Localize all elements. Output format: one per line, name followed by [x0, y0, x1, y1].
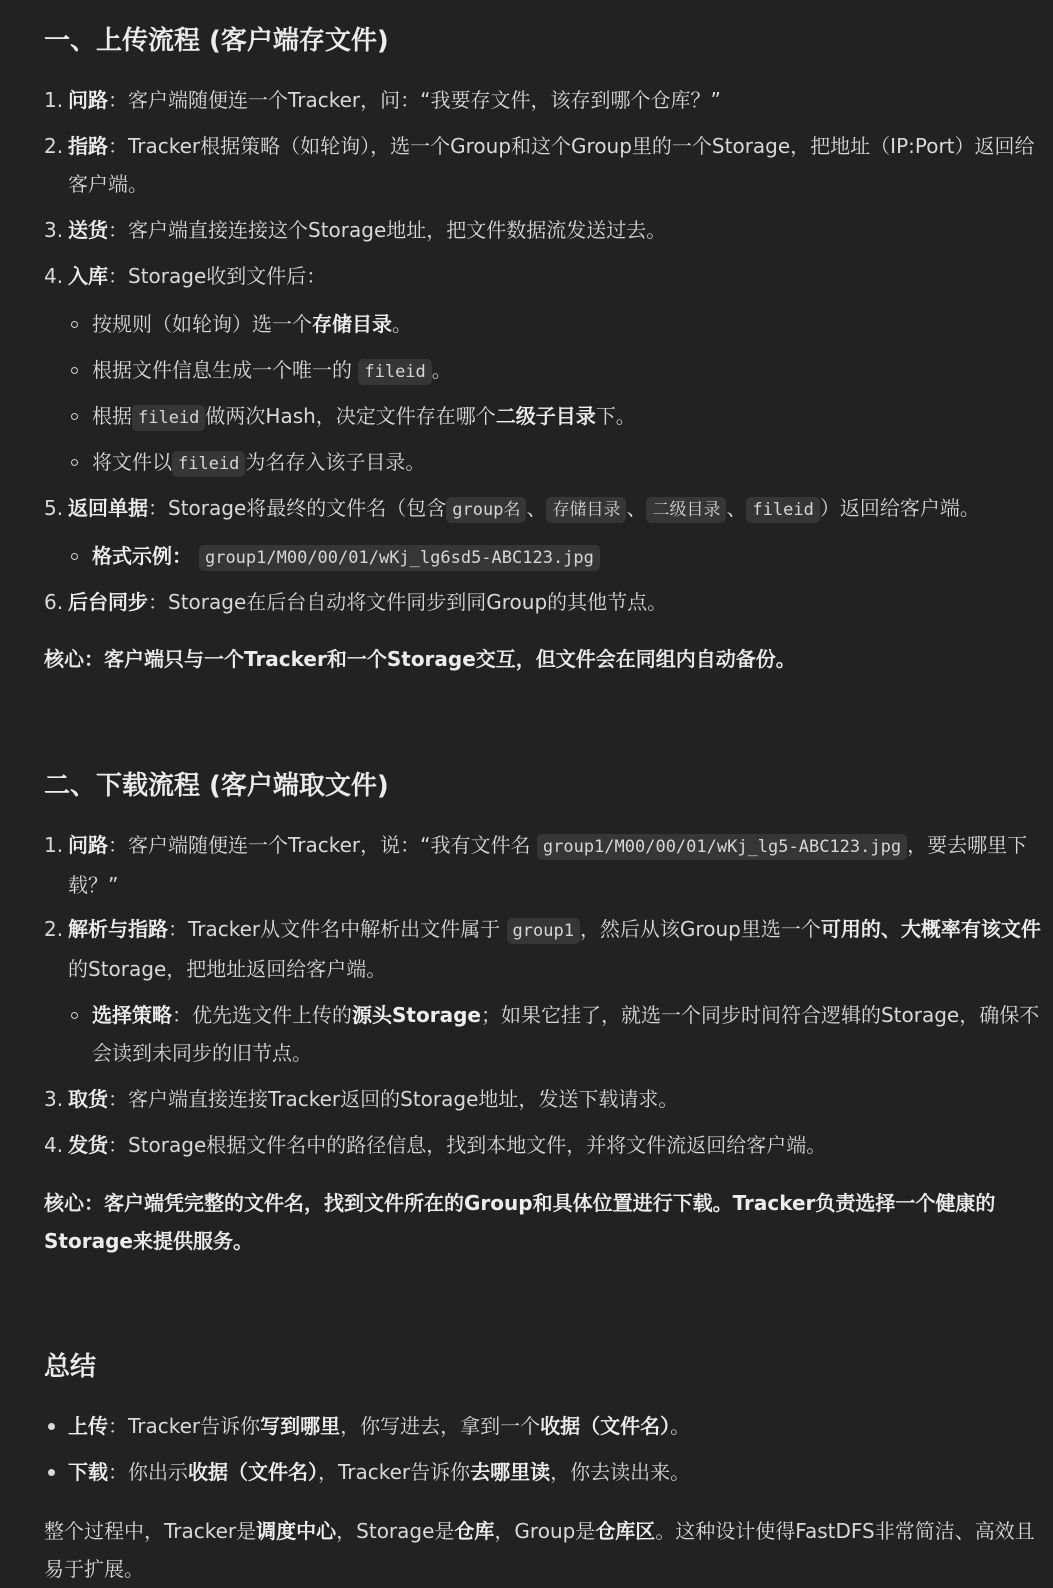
list-number: 2.	[44, 134, 64, 158]
sub-text: 根据	[92, 404, 132, 428]
list-number: 1.	[44, 88, 64, 112]
list-number: 1.	[44, 833, 64, 857]
list-number: 5.	[44, 496, 64, 520]
step-text: ，要去哪里下载？”	[68, 833, 1028, 897]
sub-text: 。	[431, 358, 452, 382]
upload-step-4-sub-3	[44, 397, 1047, 443]
sub-text: 为名存入该子目录。	[245, 450, 426, 474]
inline-code: 存储目录	[546, 497, 626, 523]
paragraph-bold: 仓库区	[595, 1519, 656, 1543]
step-title: 发货	[68, 1133, 108, 1157]
sub-bold: 存储目录	[312, 312, 392, 336]
sub-text: ：	[172, 544, 199, 568]
inline-code: group1	[507, 918, 580, 944]
download-step-2	[44, 910, 1047, 996]
inline-code: fileid	[172, 451, 245, 477]
inline-code: group名	[446, 497, 526, 523]
summary-bold: 上传	[68, 1414, 108, 1438]
step-text: ：Tracker根据策略（如轮询），选一个Group和这个Group里的一个Storage，把地址（IP:Port）返回给客户端。	[68, 134, 1035, 196]
step-title: 问路	[68, 833, 108, 857]
step-title: 解析与指路	[68, 917, 168, 941]
step-text: ：客户端直接连接这个Storage地址，把文件数据流发送过去。	[108, 218, 667, 242]
sub-text: ：优先选文件上传的	[172, 1003, 352, 1027]
download-step-2-sub-1	[44, 996, 1047, 1080]
upload-step-5-sub-1	[44, 537, 1047, 583]
summary-bold: 写到哪里	[260, 1414, 341, 1438]
paragraph-bold: 仓库	[454, 1519, 495, 1543]
summary-upload-item	[44, 1407, 1047, 1453]
upload-heading: 一、上传流程 (客户端存文件)	[44, 26, 389, 56]
step-text: ：客户端直接连接Tracker返回的Storage地址，发送下载请求。	[108, 1087, 679, 1111]
hollow-bullet-icon	[71, 367, 78, 374]
sub-bold: 二级子目录	[495, 404, 596, 428]
upload-step-2	[44, 127, 1047, 211]
summary-heading: 总结	[44, 1352, 97, 1382]
step-text: ：客户端随便连一个Tracker，问：“我要存文件，该存到哪个仓库？”	[108, 88, 721, 112]
step-title: 入库	[68, 264, 108, 288]
separator: 、	[726, 496, 747, 520]
step-text: ：Storage将最终的文件名（包含	[148, 496, 447, 520]
summary-text: ：Tracker告诉你	[108, 1414, 261, 1438]
download-core-note: 核心：客户端凭完整的文件名，找到文件所在的Group和具体位置进行下载。Tracker负责选择一个健康的Storage来提供服务。	[44, 1191, 996, 1253]
summary-text: 。	[670, 1414, 691, 1438]
separator: 、	[526, 496, 547, 520]
paragraph-text: ，Storage是	[336, 1519, 455, 1543]
upload-step-4-sub-1	[44, 305, 1047, 351]
step-text: ，然后从该Group里选一个	[579, 917, 821, 941]
step-title: 后台同步	[68, 590, 148, 614]
bullet-icon	[48, 1423, 55, 1430]
download-step-4	[44, 1126, 1047, 1172]
step-title: 指路	[68, 134, 108, 158]
upload-step-6	[44, 583, 1047, 629]
summary-list	[44, 1407, 1047, 1499]
summary-bold: 下载	[68, 1460, 108, 1484]
download-step-3	[44, 1080, 1047, 1126]
inline-code: group1/M00/00/01/wKj_lg5-ABC123.jpg	[537, 834, 907, 860]
inline-code: group1/M00/00/01/wKj_lg6sd5-ABC123.jpg	[199, 545, 600, 571]
upload-step-4	[44, 257, 1047, 305]
paragraph-text: ，Group是	[494, 1519, 596, 1543]
sub-text: 。	[392, 312, 412, 336]
summary-bold: 收据（文件名）	[540, 1414, 671, 1438]
list-number: 4.	[44, 1133, 64, 1157]
sub-bold: 选择策略	[92, 1003, 172, 1027]
upload-step-4-sub-4	[44, 443, 1047, 489]
step-title: 问路	[68, 88, 108, 112]
sub-text: 下。	[595, 404, 636, 428]
step-text: ：Tracker从文件名中解析出文件属于	[168, 917, 507, 941]
step-title: 送货	[68, 218, 108, 242]
inline-code: fileid	[746, 497, 819, 523]
inline-code: fileid	[132, 405, 205, 431]
step-text: ：Storage收到文件后：	[108, 264, 327, 288]
list-number: 3.	[44, 218, 64, 242]
step-text: ：Storage在后台自动将文件同步到同Group的其他节点。	[148, 590, 668, 614]
paragraph-bold: 调度中心	[256, 1519, 337, 1543]
sub-bold: 格式示例	[92, 544, 172, 568]
sub-text: 根据文件信息生成一个唯一的	[92, 358, 359, 382]
hollow-bullet-icon	[71, 553, 78, 560]
inline-code: 二级目录	[646, 497, 726, 523]
summary-final-paragraph	[44, 1512, 1047, 1588]
upload-step-3	[44, 211, 1047, 257]
paragraph-text: 整个过程中，Tracker是	[44, 1519, 257, 1543]
sub-bold: 源头Storage	[352, 1003, 481, 1027]
sub-text: 将文件以	[92, 450, 172, 474]
summary-bold: 收据（文件名）	[188, 1460, 318, 1484]
summary-text: ：你出示	[108, 1460, 188, 1484]
hollow-bullet-icon	[71, 459, 78, 466]
step-bold: 可用的、大概率有该文件	[820, 917, 1041, 941]
hollow-bullet-icon	[71, 1012, 78, 1019]
step-title: 取货	[68, 1087, 108, 1111]
list-number: 4.	[44, 264, 64, 288]
sub-text: ；如果它挂了，就选一个同步时间符合逻辑的Storage，确保不会读到未同步的旧节点。	[92, 1003, 1040, 1065]
sub-text: 按规则（如轮询）选一个	[92, 312, 312, 336]
bullet-icon	[48, 1469, 55, 1476]
upload-step-list	[44, 81, 1047, 629]
download-step-1	[44, 826, 1047, 910]
paragraph-text: 。这种设计使得FastDFS非常简洁、高效且易于扩展。	[44, 1519, 1035, 1581]
summary-text: ，Tracker告诉你	[318, 1460, 471, 1484]
summary-download-item	[44, 1453, 1047, 1499]
upload-step-1	[44, 81, 1047, 127]
step-text: ：Storage根据文件名中的路径信息，找到本地文件，并将文件流返回给客户端。	[108, 1133, 827, 1157]
step-title: 返回单据	[68, 496, 148, 520]
summary-bold: 去哪里读	[470, 1460, 551, 1484]
separator: 、	[626, 496, 647, 520]
summary-text: ，你写进去，拿到一个	[340, 1414, 541, 1438]
step-text: ：客户端随便连一个Tracker，说：“我有文件名	[108, 833, 537, 857]
list-number: 2.	[44, 917, 64, 941]
list-number: 3.	[44, 1087, 64, 1111]
list-number: 6.	[44, 590, 64, 614]
download-heading: 二、下载流程 (客户端取文件)	[44, 771, 389, 801]
hollow-bullet-icon	[71, 413, 78, 420]
upload-step-5	[44, 489, 1047, 537]
hollow-bullet-icon	[71, 321, 78, 328]
inline-code: fileid	[358, 359, 431, 385]
summary-text: ，你去读出来。	[550, 1460, 691, 1484]
sub-text: 做两次Hash，决定文件存在哪个	[205, 404, 496, 428]
upload-core-note: 核心：客户端只与一个Tracker和一个Storage交互，但文件会在同组内自动备份。	[44, 647, 796, 671]
step-text: 的Storage，把地址返回给客户端。	[68, 957, 387, 981]
download-step-list	[44, 826, 1047, 1172]
upload-step-4-sub-2	[44, 351, 1047, 397]
step-text: ）返回给客户端。	[819, 496, 980, 520]
